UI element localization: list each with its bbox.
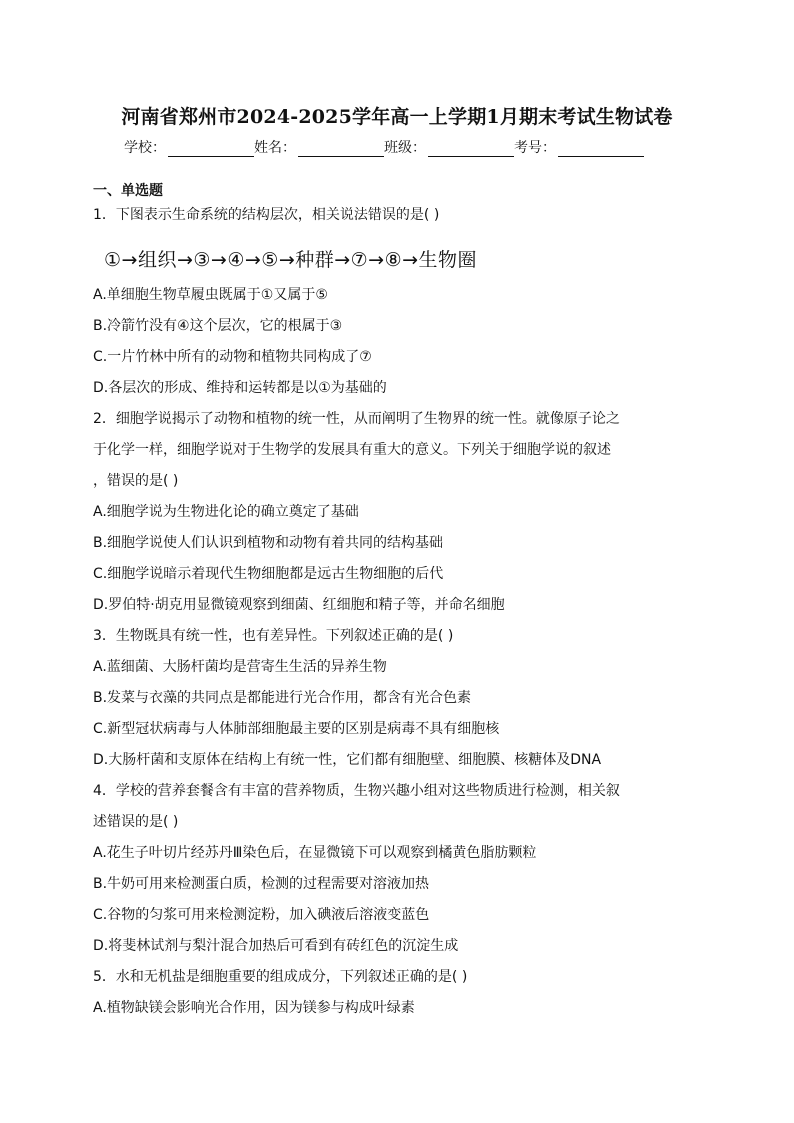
- question-2-stem-line-3: ，错误的是( ): [93, 473, 179, 489]
- question-2-option-b: B.细胞学说使人们认识到植物和动物有着共同的结构基础: [93, 535, 444, 551]
- question-5-stem: 5．水和无机盐是细胞重要的组成成分，下列叙述正确的是( ): [93, 969, 468, 985]
- question-4-option-d: D.将斐林试剂与梨汁混合加热后可看到有砖红色的沉淀生成: [93, 938, 459, 954]
- question-2-option-c: C.细胞学说暗示着现代生物细胞都是远古生物细胞的后代: [93, 566, 444, 582]
- question-4-stem-line-2: 述错误的是( ): [93, 814, 179, 830]
- question-1-option-d: D.各层次的形成、维持和运转都是以①为基础的: [93, 380, 387, 396]
- question-3-stem: 3．生物既具有统一性，也有差异性。下列叙述正确的是( ): [93, 628, 454, 644]
- question-4-option-b: B.牛奶可用来检测蛋白质，检测的过程需要对溶液加热: [93, 876, 430, 892]
- number-label: 考号：: [514, 140, 556, 156]
- number-blank[interactable]: [558, 140, 644, 157]
- question-5-option-a: A.植物缺镁会影响光合作用，因为镁参与构成叶绿素: [93, 1000, 415, 1016]
- question-1-option-c: C.一片竹林中所有的动物和植物共同构成了⑦: [93, 349, 372, 365]
- question-2-stem-line-2: 于化学一样，细胞学说对于生物学的发展具有重大的意义。下列关于细胞学说的叙述: [93, 442, 611, 458]
- class-blank[interactable]: [428, 140, 514, 157]
- question-3-option-a: A.蓝细菌、大肠杆菌均是营寄生生活的异养生物: [93, 659, 387, 675]
- structure-levels-figure: ①→组织→③→④→⑤→种群→⑦→⑧→生物圈: [104, 249, 478, 271]
- question-1-stem: 1．下图表示生命系统的结构层次，相关说法错误的是( ): [93, 207, 440, 223]
- question-2-stem-line-1: 2．细胞学说揭示了动物和植物的统一性，从而阐明了生物界的统一性。就像原子论之: [93, 411, 620, 427]
- question-4-option-c: C.谷物的匀浆可用来检测淀粉，加入碘液后溶液变蓝色: [93, 907, 430, 923]
- question-3-option-b: B.发菜与衣藻的共同点是都能进行光合作用，都含有光合色素: [93, 690, 472, 706]
- question-2-option-d: D.罗伯特·胡克用显微镜观察到细菌、红细胞和精子等，并命名细胞: [93, 597, 505, 613]
- name-label: 姓名：: [254, 140, 296, 156]
- school-blank[interactable]: [168, 140, 254, 157]
- question-1-option-a: A.单细胞生物草履虫既属于①又属于⑤: [93, 287, 328, 303]
- question-3-option-d: D.大肠杆菌和支原体在结构上有统一性，它们都有细胞壁、细胞膜、核糖体及DNA: [93, 752, 602, 768]
- question-4-option-a: A.花生子叶切片经苏丹Ⅲ染色后，在显微镜下可以观察到橘黄色脂肪颗粒: [93, 845, 537, 861]
- question-2-option-a: A.细胞学说为生物进化论的确立奠定了基础: [93, 504, 359, 520]
- school-label: 学校：: [124, 140, 166, 156]
- question-4-stem-line-1: 4．学校的营养套餐含有丰富的营养物质，生物兴趣小组对这些物质进行检测，相关叙: [93, 783, 620, 799]
- page-title: 河南省郑州市2024-2025学年高一上学期1月期末考试生物试卷: [121, 106, 673, 128]
- class-label: 班级：: [384, 140, 426, 156]
- name-blank[interactable]: [298, 140, 384, 157]
- class-field: [384, 137, 514, 157]
- question-1-option-b: B.冷箭竹没有④这个层次，它的根属于③: [93, 318, 343, 334]
- section-heading: 一、单选题: [93, 183, 163, 199]
- number-field: [514, 137, 644, 157]
- student-info-row: [124, 135, 644, 157]
- question-3-option-c: C.新型冠状病毒与人体肺部细胞最主要的区别是病毒不具有细胞核: [93, 721, 500, 737]
- name-field: [254, 137, 384, 157]
- school-field: [124, 137, 254, 157]
